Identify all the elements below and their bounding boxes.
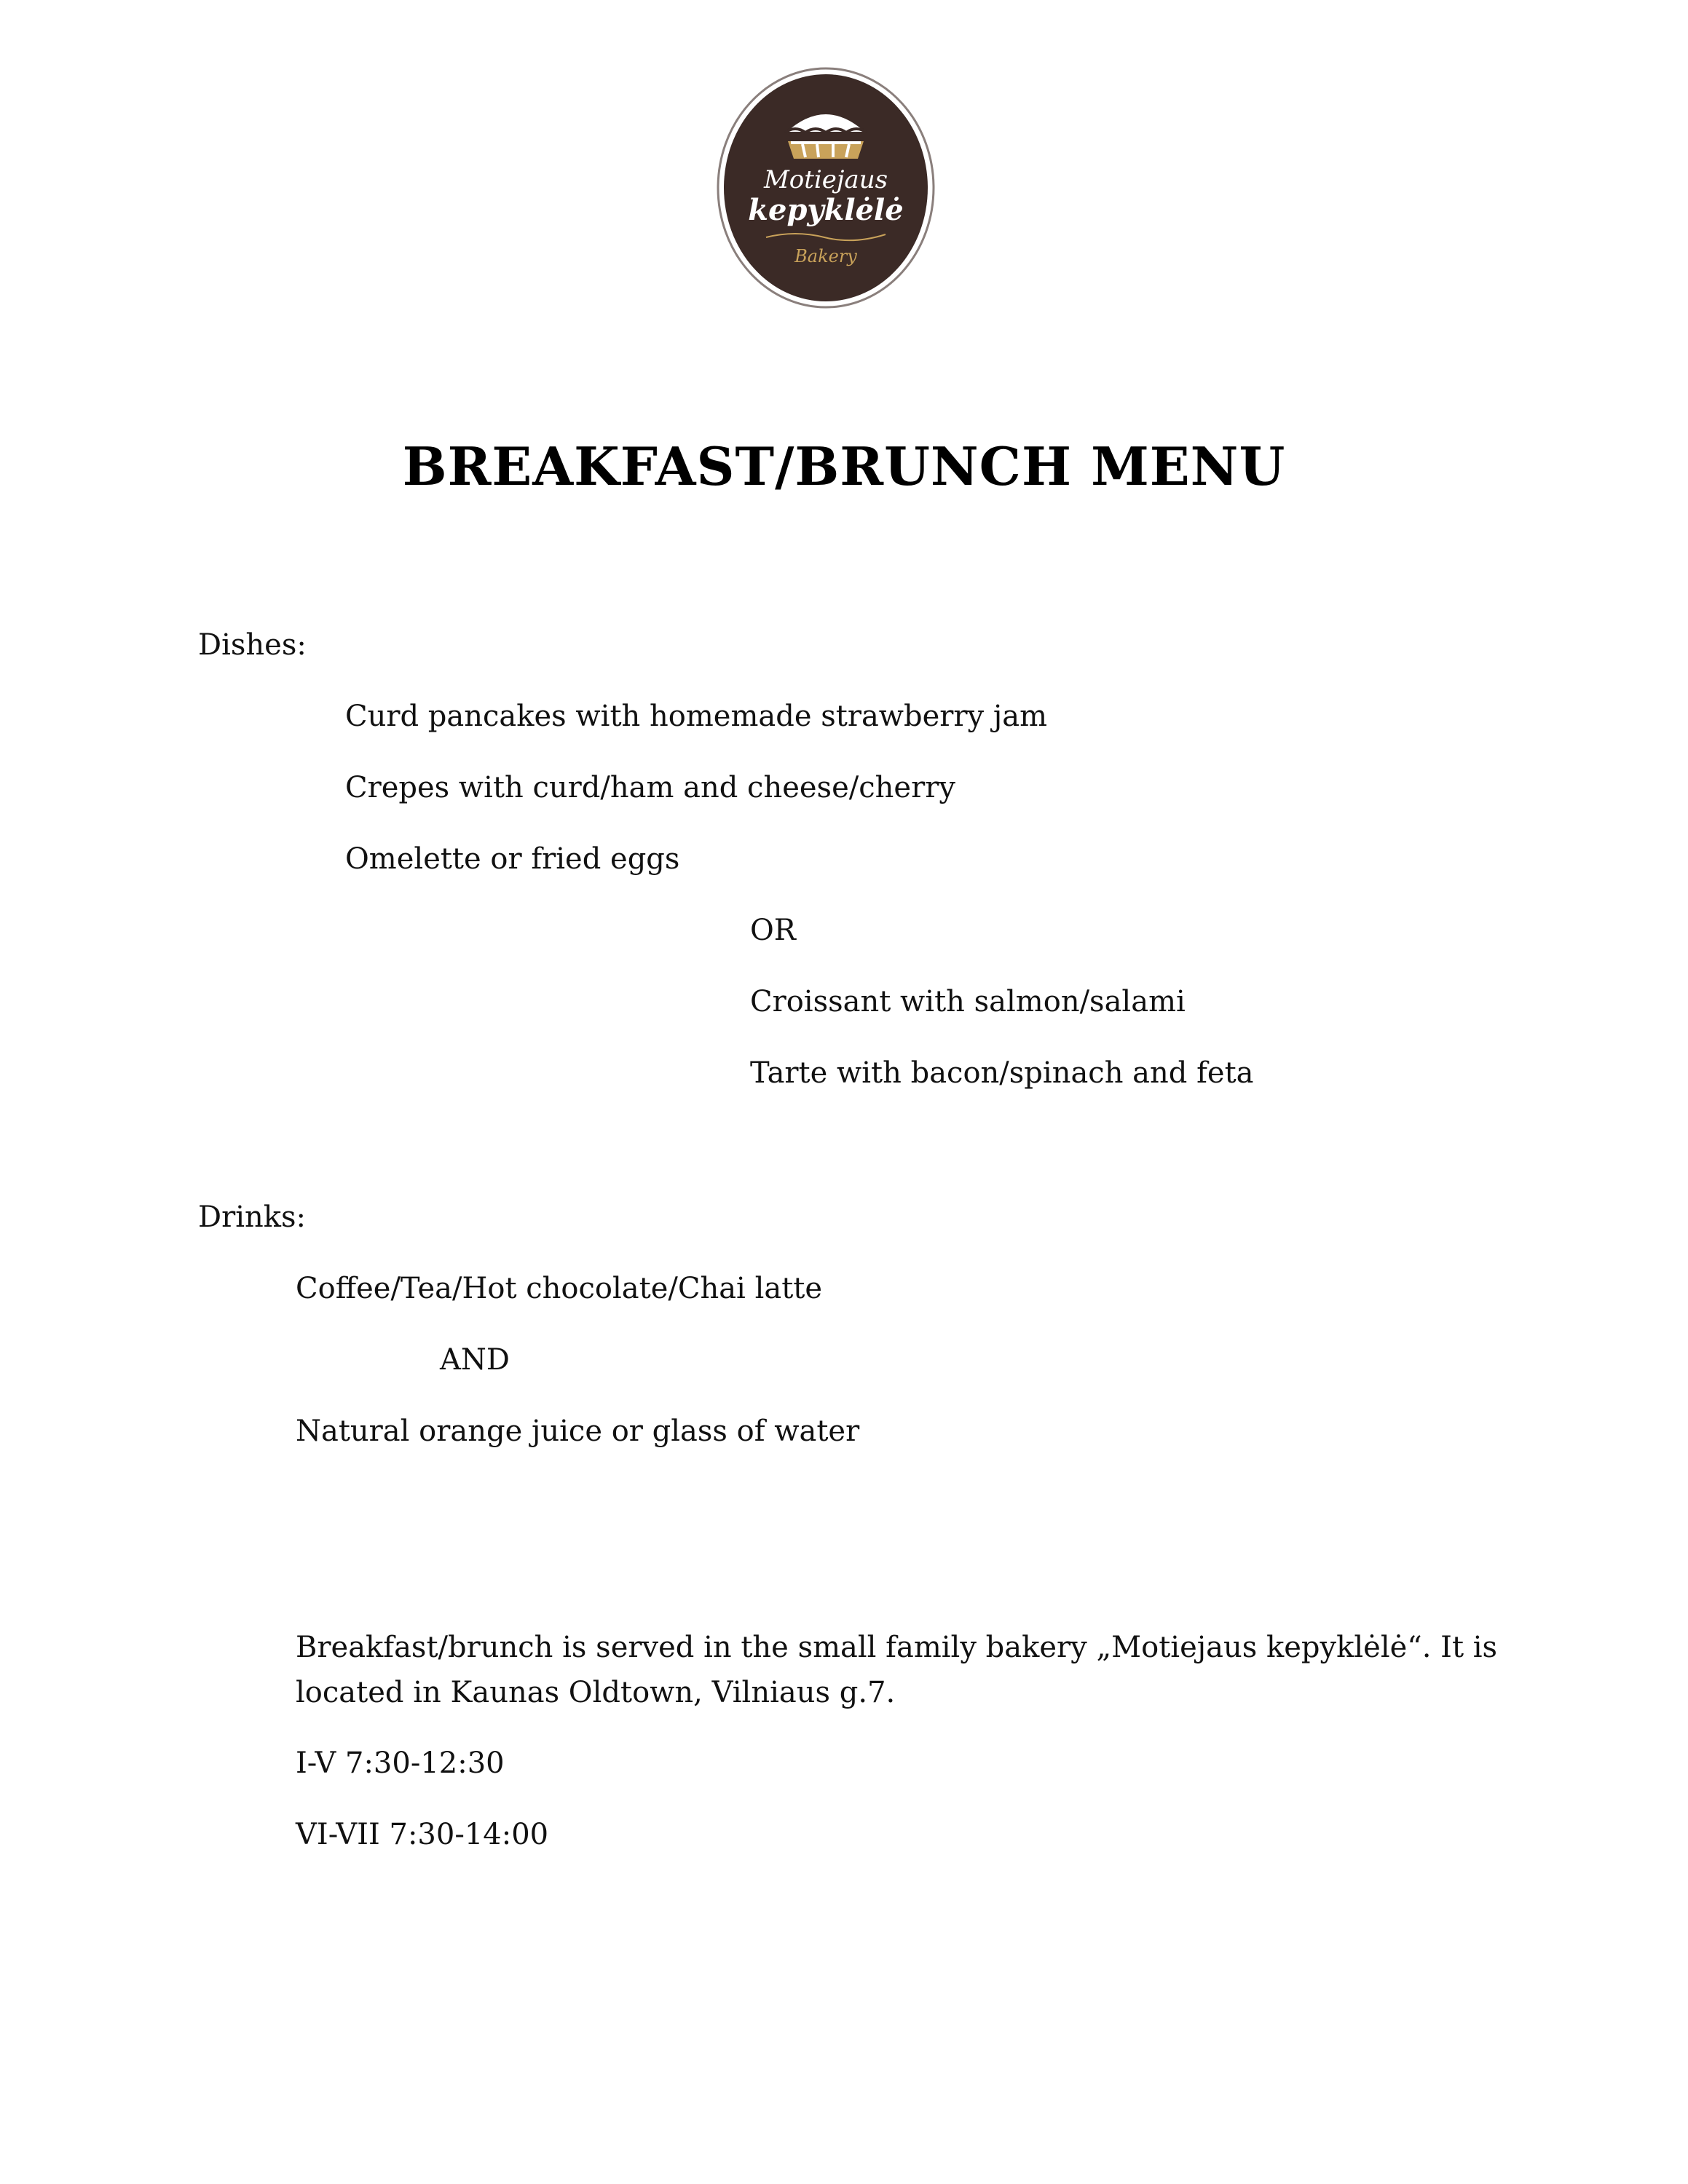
dish-item: Curd pancakes with homemade strawberry jam bbox=[345, 700, 1048, 733]
dish-alternative: Tarte with bacon/spinach and feta bbox=[750, 1056, 1254, 1090]
page-title: BREAKFAST/BRUNCH MENU bbox=[402, 435, 1286, 497]
dish-item: Omelette or fried eggs bbox=[345, 842, 680, 876]
logo-text-line1: Motiejaus bbox=[763, 165, 888, 194]
dish-alternative: Croissant with salmon/salami bbox=[750, 985, 1186, 1018]
hours-weekdays: I-V 7:30-12:30 bbox=[296, 1746, 505, 1780]
drinks-heading: Drinks: bbox=[198, 1200, 306, 1234]
drink-cold: Natural orange juice or glass of water bbox=[296, 1415, 860, 1448]
drinks-separator: AND bbox=[440, 1343, 510, 1377]
dishes-separator: OR bbox=[750, 914, 796, 947]
logo-text-line3: Bakery bbox=[794, 246, 857, 266]
location-description: Breakfast/brunch is served in the small family bakery „Motiejaus kepyklėlė“. It is located in Kaunas Oldtown, Vilniaus g.7. bbox=[296, 1631, 1498, 1709]
bakery-logo bbox=[715, 66, 936, 310]
dish-item: Crepes with curd/ham and cheese/cherry bbox=[345, 771, 955, 804]
hours-weekend: VI-VII 7:30-14:00 bbox=[296, 1818, 549, 1851]
logo-text-line2: kepyklėlė bbox=[748, 193, 904, 227]
drink-hot: Coffee/Tea/Hot chocolate/Chai latte bbox=[296, 1272, 823, 1305]
dishes-heading: Dishes: bbox=[198, 628, 307, 662]
logo-badge bbox=[715, 66, 936, 310]
